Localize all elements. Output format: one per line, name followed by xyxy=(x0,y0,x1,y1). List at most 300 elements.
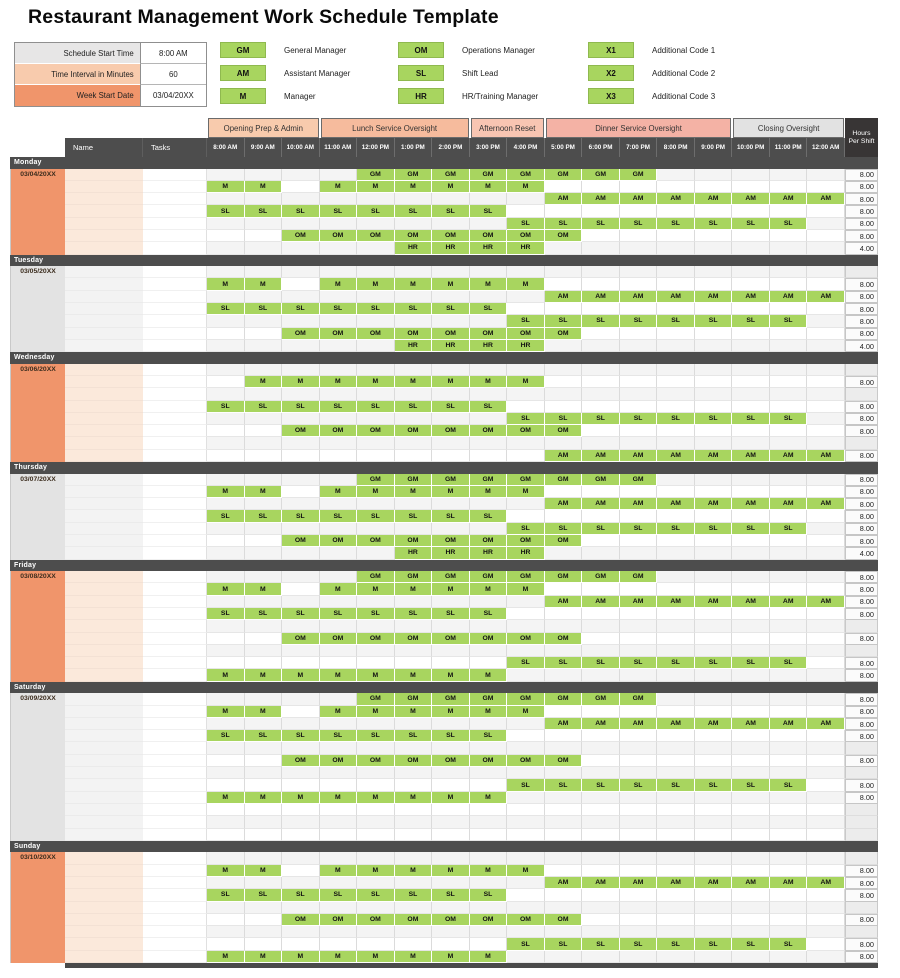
time-cell[interactable] xyxy=(432,291,470,303)
time-cell[interactable] xyxy=(357,779,395,791)
time-cell[interactable] xyxy=(545,608,583,620)
time-cell[interactable] xyxy=(245,328,283,340)
shift-cell[interactable]: AM xyxy=(770,877,808,889)
time-cell[interactable] xyxy=(807,938,845,950)
time-cell[interactable] xyxy=(582,340,620,352)
time-cell[interactable] xyxy=(507,792,545,804)
time-cell[interactable] xyxy=(732,902,770,914)
shift-cell[interactable]: OM xyxy=(320,633,358,645)
time-cell[interactable] xyxy=(282,742,320,754)
shift-cell[interactable]: HR xyxy=(395,242,433,254)
shift-cell[interactable]: M xyxy=(207,792,245,804)
time-cell[interactable] xyxy=(282,829,320,841)
time-cell[interactable] xyxy=(207,315,245,327)
shift-cell[interactable]: GM xyxy=(620,693,658,705)
time-cell[interactable] xyxy=(732,425,770,437)
time-cell[interactable] xyxy=(320,693,358,705)
time-cell[interactable] xyxy=(507,596,545,608)
time-cell[interactable] xyxy=(695,902,733,914)
time-cell[interactable] xyxy=(807,486,845,498)
shift-cell[interactable]: SL xyxy=(470,303,508,315)
hours-cell[interactable]: 8.00 xyxy=(845,730,878,742)
name-cell[interactable] xyxy=(65,425,143,437)
time-cell[interactable] xyxy=(245,437,283,449)
time-cell[interactable] xyxy=(807,303,845,315)
time-cell[interactable] xyxy=(582,926,620,938)
time-cell[interactable] xyxy=(207,169,245,181)
time-cell[interactable] xyxy=(770,902,808,914)
time-cell[interactable] xyxy=(732,865,770,877)
time-cell[interactable] xyxy=(470,926,508,938)
shift-cell[interactable]: M xyxy=(207,669,245,681)
time-cell[interactable] xyxy=(807,730,845,742)
time-cell[interactable] xyxy=(620,486,658,498)
time-cell[interactable] xyxy=(395,645,433,657)
time-cell[interactable] xyxy=(620,792,658,804)
name-cell[interactable] xyxy=(65,657,143,669)
time-cell[interactable] xyxy=(395,193,433,205)
shift-cell[interactable]: OM xyxy=(507,914,545,926)
shift-cell[interactable]: AM xyxy=(770,193,808,205)
shift-cell[interactable]: OM xyxy=(507,230,545,242)
time-cell[interactable] xyxy=(582,266,620,278)
shift-cell[interactable]: GM xyxy=(582,169,620,181)
name-cell[interactable] xyxy=(65,376,143,388)
time-cell[interactable] xyxy=(807,902,845,914)
shift-cell[interactable]: SL xyxy=(245,401,283,413)
time-cell[interactable] xyxy=(657,169,695,181)
time-cell[interactable] xyxy=(657,902,695,914)
time-cell[interactable] xyxy=(695,340,733,352)
shift-cell[interactable]: AM xyxy=(695,193,733,205)
time-cell[interactable] xyxy=(245,474,283,486)
time-cell[interactable] xyxy=(770,474,808,486)
time-cell[interactable] xyxy=(245,620,283,632)
shift-cell[interactable]: M xyxy=(395,792,433,804)
shift-cell[interactable]: M xyxy=(357,376,395,388)
shift-cell[interactable]: GM xyxy=(470,571,508,583)
time-cell[interactable] xyxy=(657,633,695,645)
shift-cell[interactable]: OM xyxy=(507,535,545,547)
shift-cell[interactable]: AM xyxy=(807,596,845,608)
shift-cell[interactable]: SL xyxy=(320,608,358,620)
name-cell[interactable] xyxy=(65,730,143,742)
time-cell[interactable] xyxy=(207,523,245,535)
shift-cell[interactable]: M xyxy=(357,951,395,963)
hours-cell[interactable]: 8.00 xyxy=(845,669,878,681)
time-cell[interactable] xyxy=(657,242,695,254)
time-cell[interactable] xyxy=(695,620,733,632)
time-cell[interactable] xyxy=(282,620,320,632)
time-cell[interactable] xyxy=(807,340,845,352)
shift-cell[interactable]: AM xyxy=(770,450,808,462)
hours-cell[interactable]: 8.00 xyxy=(845,510,878,522)
time-cell[interactable] xyxy=(732,804,770,816)
name-cell[interactable] xyxy=(65,792,143,804)
shift-cell[interactable]: OM xyxy=(470,425,508,437)
time-cell[interactable] xyxy=(620,889,658,901)
shift-cell[interactable]: SL xyxy=(545,657,583,669)
time-cell[interactable] xyxy=(807,742,845,754)
time-cell[interactable] xyxy=(695,328,733,340)
shift-cell[interactable]: AM xyxy=(545,291,583,303)
time-cell[interactable] xyxy=(395,742,433,754)
name-cell[interactable] xyxy=(65,547,143,559)
time-cell[interactable] xyxy=(732,437,770,449)
date-cell[interactable]: 03/08/20XX xyxy=(10,571,65,682)
time-cell[interactable] xyxy=(620,437,658,449)
shift-cell[interactable]: SL xyxy=(770,413,808,425)
name-cell[interactable] xyxy=(65,755,143,767)
time-cell[interactable] xyxy=(807,792,845,804)
tasks-cell[interactable] xyxy=(143,510,207,522)
time-cell[interactable] xyxy=(470,193,508,205)
time-cell[interactable] xyxy=(282,291,320,303)
time-cell[interactable] xyxy=(770,608,808,620)
time-cell[interactable] xyxy=(732,571,770,583)
shift-cell[interactable]: M xyxy=(470,486,508,498)
hours-cell[interactable]: 4.00 xyxy=(845,547,878,559)
shift-cell[interactable]: SL xyxy=(770,315,808,327)
time-cell[interactable] xyxy=(395,718,433,730)
time-cell[interactable] xyxy=(695,486,733,498)
time-cell[interactable] xyxy=(470,718,508,730)
shift-cell[interactable]: HR xyxy=(432,242,470,254)
time-cell[interactable] xyxy=(770,852,808,864)
shift-cell[interactable]: M xyxy=(470,865,508,877)
name-cell[interactable] xyxy=(65,742,143,754)
shift-cell[interactable]: GM xyxy=(470,169,508,181)
shift-cell[interactable]: SL xyxy=(245,205,283,217)
time-cell[interactable] xyxy=(245,315,283,327)
time-cell[interactable] xyxy=(282,706,320,718)
time-cell[interactable] xyxy=(432,645,470,657)
time-cell[interactable] xyxy=(695,376,733,388)
time-cell[interactable] xyxy=(545,278,583,290)
time-cell[interactable] xyxy=(432,413,470,425)
time-cell[interactable] xyxy=(207,938,245,950)
time-cell[interactable] xyxy=(620,230,658,242)
time-cell[interactable] xyxy=(432,498,470,510)
time-cell[interactable] xyxy=(245,266,283,278)
shift-cell[interactable]: M xyxy=(320,706,358,718)
time-cell[interactable] xyxy=(620,328,658,340)
time-cell[interactable] xyxy=(545,865,583,877)
time-cell[interactable] xyxy=(395,498,433,510)
time-cell[interactable] xyxy=(582,792,620,804)
time-cell[interactable] xyxy=(245,498,283,510)
time-cell[interactable] xyxy=(770,486,808,498)
time-cell[interactable] xyxy=(657,205,695,217)
shift-cell[interactable]: M xyxy=(245,376,283,388)
time-cell[interactable] xyxy=(545,205,583,217)
time-cell[interactable] xyxy=(357,877,395,889)
name-cell[interactable] xyxy=(65,865,143,877)
shift-cell[interactable]: M xyxy=(507,583,545,595)
time-cell[interactable] xyxy=(282,340,320,352)
time-cell[interactable] xyxy=(245,902,283,914)
shift-cell[interactable]: SL xyxy=(470,730,508,742)
name-cell[interactable] xyxy=(65,218,143,230)
time-cell[interactable] xyxy=(545,706,583,718)
time-cell[interactable] xyxy=(582,865,620,877)
time-cell[interactable] xyxy=(245,425,283,437)
time-cell[interactable] xyxy=(807,547,845,559)
hours-cell[interactable]: 8.00 xyxy=(845,706,878,718)
time-cell[interactable] xyxy=(507,266,545,278)
tasks-cell[interactable] xyxy=(143,645,207,657)
shift-cell[interactable]: SL xyxy=(245,889,283,901)
tasks-cell[interactable] xyxy=(143,706,207,718)
shift-cell[interactable]: SL xyxy=(695,315,733,327)
time-cell[interactable] xyxy=(432,767,470,779)
time-cell[interactable] xyxy=(695,669,733,681)
time-cell[interactable] xyxy=(207,193,245,205)
time-cell[interactable] xyxy=(657,278,695,290)
time-cell[interactable] xyxy=(695,437,733,449)
time-cell[interactable] xyxy=(245,767,283,779)
time-cell[interactable] xyxy=(545,364,583,376)
time-cell[interactable] xyxy=(470,804,508,816)
shift-cell[interactable]: M xyxy=(245,792,283,804)
date-cell[interactable]: 03/05/20XX xyxy=(10,266,65,352)
time-cell[interactable] xyxy=(732,535,770,547)
time-cell[interactable] xyxy=(770,547,808,559)
time-cell[interactable] xyxy=(320,645,358,657)
time-cell[interactable] xyxy=(282,523,320,535)
time-cell[interactable] xyxy=(732,951,770,963)
shift-cell[interactable]: AM xyxy=(695,596,733,608)
time-cell[interactable] xyxy=(770,816,808,828)
time-cell[interactable] xyxy=(320,315,358,327)
time-cell[interactable] xyxy=(620,926,658,938)
time-cell[interactable] xyxy=(807,583,845,595)
time-cell[interactable] xyxy=(770,633,808,645)
time-cell[interactable] xyxy=(657,376,695,388)
time-cell[interactable] xyxy=(545,829,583,841)
shift-cell[interactable]: OM xyxy=(320,328,358,340)
time-cell[interactable] xyxy=(620,645,658,657)
time-cell[interactable] xyxy=(770,535,808,547)
time-cell[interactable] xyxy=(282,266,320,278)
time-cell[interactable] xyxy=(582,951,620,963)
shift-cell[interactable]: M xyxy=(245,706,283,718)
shift-cell[interactable]: SL xyxy=(695,938,733,950)
time-cell[interactable] xyxy=(470,437,508,449)
time-cell[interactable] xyxy=(245,804,283,816)
time-cell[interactable] xyxy=(507,804,545,816)
time-cell[interactable] xyxy=(732,340,770,352)
tasks-cell[interactable] xyxy=(143,865,207,877)
shift-cell[interactable]: SL xyxy=(657,657,695,669)
time-cell[interactable] xyxy=(657,181,695,193)
time-cell[interactable] xyxy=(282,364,320,376)
shift-cell[interactable]: M xyxy=(320,583,358,595)
time-cell[interactable] xyxy=(807,510,845,522)
shift-cell[interactable]: SL xyxy=(507,523,545,535)
shift-cell[interactable]: OM xyxy=(470,535,508,547)
name-cell[interactable] xyxy=(65,902,143,914)
shift-cell[interactable]: HR xyxy=(395,340,433,352)
time-cell[interactable] xyxy=(507,669,545,681)
time-cell[interactable] xyxy=(320,620,358,632)
shift-cell[interactable]: SL xyxy=(770,938,808,950)
hours-cell[interactable]: 8.00 xyxy=(845,486,878,498)
time-cell[interactable] xyxy=(282,657,320,669)
time-cell[interactable] xyxy=(582,645,620,657)
tasks-cell[interactable] xyxy=(143,364,207,376)
hours-cell[interactable]: 8.00 xyxy=(845,450,878,462)
time-cell[interactable] xyxy=(245,779,283,791)
hours-cell[interactable]: 8.00 xyxy=(845,218,878,230)
time-cell[interactable] xyxy=(732,181,770,193)
time-cell[interactable] xyxy=(245,413,283,425)
time-cell[interactable] xyxy=(807,693,845,705)
name-cell[interactable] xyxy=(65,620,143,632)
shift-cell[interactable]: M xyxy=(432,669,470,681)
name-cell[interactable] xyxy=(65,328,143,340)
shift-cell[interactable]: SL xyxy=(620,315,658,327)
name-cell[interactable] xyxy=(65,877,143,889)
shift-cell[interactable]: SL xyxy=(620,657,658,669)
time-cell[interactable] xyxy=(320,523,358,535)
time-cell[interactable] xyxy=(582,278,620,290)
tasks-cell[interactable] xyxy=(143,583,207,595)
time-cell[interactable] xyxy=(620,829,658,841)
shift-cell[interactable]: M xyxy=(245,865,283,877)
time-cell[interactable] xyxy=(770,865,808,877)
time-cell[interactable] xyxy=(507,767,545,779)
shift-cell[interactable]: SL xyxy=(207,401,245,413)
time-cell[interactable] xyxy=(320,413,358,425)
time-cell[interactable] xyxy=(207,571,245,583)
time-cell[interactable] xyxy=(695,951,733,963)
time-cell[interactable] xyxy=(470,779,508,791)
time-cell[interactable] xyxy=(620,340,658,352)
time-cell[interactable] xyxy=(395,523,433,535)
time-cell[interactable] xyxy=(582,767,620,779)
hours-cell[interactable] xyxy=(845,926,878,938)
shift-cell[interactable]: M xyxy=(207,181,245,193)
tasks-cell[interactable] xyxy=(143,779,207,791)
time-cell[interactable] xyxy=(507,291,545,303)
time-cell[interactable] xyxy=(432,620,470,632)
time-cell[interactable] xyxy=(770,388,808,400)
time-cell[interactable] xyxy=(357,852,395,864)
time-cell[interactable] xyxy=(807,804,845,816)
time-cell[interactable] xyxy=(657,388,695,400)
shift-cell[interactable]: SL xyxy=(545,779,583,791)
shift-cell[interactable]: GM xyxy=(545,474,583,486)
name-cell[interactable] xyxy=(65,315,143,327)
shift-cell[interactable]: AM xyxy=(732,877,770,889)
time-cell[interactable] xyxy=(207,291,245,303)
time-cell[interactable] xyxy=(695,535,733,547)
time-cell[interactable] xyxy=(320,364,358,376)
shift-cell[interactable]: SL xyxy=(732,657,770,669)
time-cell[interactable] xyxy=(695,693,733,705)
shift-cell[interactable]: SL xyxy=(282,205,320,217)
time-cell[interactable] xyxy=(507,645,545,657)
hours-cell[interactable]: 8.00 xyxy=(845,755,878,767)
time-cell[interactable] xyxy=(282,169,320,181)
time-cell[interactable] xyxy=(732,620,770,632)
time-cell[interactable] xyxy=(320,450,358,462)
shift-cell[interactable]: SL xyxy=(620,938,658,950)
time-cell[interactable] xyxy=(245,645,283,657)
time-cell[interactable] xyxy=(432,829,470,841)
time-cell[interactable] xyxy=(695,706,733,718)
time-cell[interactable] xyxy=(507,303,545,315)
shift-cell[interactable]: M xyxy=(245,669,283,681)
shift-cell[interactable]: GM xyxy=(582,693,620,705)
time-cell[interactable] xyxy=(582,376,620,388)
time-cell[interactable] xyxy=(807,242,845,254)
name-cell[interactable] xyxy=(65,852,143,864)
time-cell[interactable] xyxy=(545,547,583,559)
shift-cell[interactable]: SL xyxy=(320,401,358,413)
shift-cell[interactable]: M xyxy=(245,181,283,193)
shift-cell[interactable]: M xyxy=(395,951,433,963)
hours-cell[interactable]: 8.00 xyxy=(845,401,878,413)
time-cell[interactable] xyxy=(282,193,320,205)
shift-cell[interactable]: SL xyxy=(507,779,545,791)
time-cell[interactable] xyxy=(657,364,695,376)
time-cell[interactable] xyxy=(245,523,283,535)
time-cell[interactable] xyxy=(282,865,320,877)
time-cell[interactable] xyxy=(545,767,583,779)
time-cell[interactable] xyxy=(207,742,245,754)
shift-cell[interactable]: OM xyxy=(545,328,583,340)
time-cell[interactable] xyxy=(282,693,320,705)
date-cell[interactable]: 03/10/20XX xyxy=(10,852,65,963)
time-cell[interactable] xyxy=(695,510,733,522)
time-cell[interactable] xyxy=(545,816,583,828)
time-cell[interactable] xyxy=(807,181,845,193)
time-cell[interactable] xyxy=(470,413,508,425)
shift-cell[interactable]: SL xyxy=(695,413,733,425)
time-cell[interactable] xyxy=(695,914,733,926)
shift-cell[interactable]: M xyxy=(245,278,283,290)
shift-cell[interactable]: OM xyxy=(320,230,358,242)
time-cell[interactable] xyxy=(732,388,770,400)
time-cell[interactable] xyxy=(582,437,620,449)
name-cell[interactable] xyxy=(65,364,143,376)
time-cell[interactable] xyxy=(545,266,583,278)
shift-cell[interactable]: SL xyxy=(582,413,620,425)
shift-cell[interactable]: SL xyxy=(395,889,433,901)
time-cell[interactable] xyxy=(582,902,620,914)
shift-cell[interactable]: AM xyxy=(807,450,845,462)
time-cell[interactable] xyxy=(207,413,245,425)
shift-cell[interactable]: GM xyxy=(357,474,395,486)
tasks-cell[interactable] xyxy=(143,877,207,889)
time-cell[interactable] xyxy=(770,914,808,926)
time-cell[interactable] xyxy=(620,914,658,926)
time-cell[interactable] xyxy=(245,742,283,754)
time-cell[interactable] xyxy=(582,829,620,841)
hours-cell[interactable] xyxy=(845,388,878,400)
time-cell[interactable] xyxy=(207,596,245,608)
time-cell[interactable] xyxy=(732,230,770,242)
time-cell[interactable] xyxy=(545,303,583,315)
time-cell[interactable] xyxy=(245,218,283,230)
time-cell[interactable] xyxy=(245,535,283,547)
time-cell[interactable] xyxy=(470,877,508,889)
shift-cell[interactable]: AM xyxy=(582,291,620,303)
shift-cell[interactable]: SL xyxy=(207,510,245,522)
hours-cell[interactable]: 8.00 xyxy=(845,877,878,889)
